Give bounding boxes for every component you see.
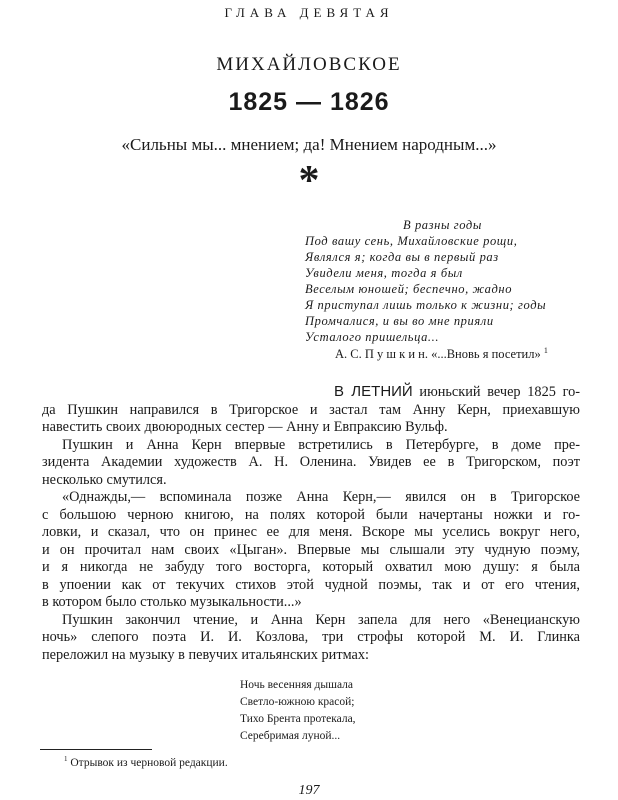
poem-line: Увидели меня, тогда я был (305, 266, 463, 280)
body-line-text: июньский вечер 1825 го- (412, 384, 580, 400)
attribution-text: А. С. П у ш к и н. «...Вновь я посетил» (335, 347, 541, 362)
footnote (64, 755, 228, 769)
song-line: Светло-южною красой; (240, 696, 355, 708)
body-line: и он прочитал нам своих «Цыган». Впервые мы слышали эту чудную поэму, (42, 541, 580, 558)
poem-line: Промчалися, и вы во мне прияли (305, 314, 494, 328)
chapter-label: ГЛАВА ДЕВЯТАЯ (224, 5, 394, 20)
page-number: 197 (298, 783, 320, 798)
body-line: несколько смутился. (42, 471, 167, 488)
song-line: Ночь весенняя дышала (240, 679, 354, 691)
body-line: и я никогда не забуду того восторга, который охватил мою душу: я была (42, 559, 580, 575)
footnote-reference: 1 (543, 346, 548, 355)
body-line: «Однажды,— вспоминала позже Анна Керн,— явился он в Тригорское (62, 489, 580, 505)
body-line: навестить своих двоюродных сестер — Анну и Евпраксию Вульф. (42, 419, 448, 435)
body-line: переложил на музыку в певучих итальянских ритмах: (42, 646, 369, 663)
song-line: Тихо Брента протекала, (240, 713, 356, 725)
poem-epigraph (305, 217, 546, 345)
body-text (42, 383, 580, 664)
body-line: ночь» слепого поэта И. И. Козлова, три строфы которой М. И. Глинка (42, 629, 580, 645)
footnote-mark: 1 (64, 755, 68, 763)
chapter-title: МИХАЙЛОВСКОЕ (216, 54, 402, 75)
body-line: зидента Академии художеств А. Н. Оленина. Увидев ее в Тригорском, поэт (42, 454, 580, 470)
poem-line: Являлся я; когда вы в первый раз (305, 250, 499, 264)
poem-line: В разны годы (403, 218, 482, 232)
body-line: в упоении как от текучих стихов этой чудной поэмы, так и от его чтения, (42, 576, 580, 593)
poem-attribution (335, 346, 548, 362)
poem-line: Усталого пришельца... (305, 330, 440, 344)
body-line: Пушкин закончил чтение, и Анна Керн запела для него «Венецианскую (62, 611, 580, 628)
body-line: с большою черною книгою, на полях которой были начертаны ножки и го- (42, 506, 580, 523)
footnote-divider (40, 749, 152, 750)
footnote-text: Отрывок из черновой редакции. (70, 756, 228, 769)
body-line: да Пушкин направился в Тригорское и застал там Анну Керн, приехавшую (42, 401, 580, 418)
asterisk-ornament: * (298, 158, 320, 204)
poem-line: Веселым юношей; беспечно, жадно (305, 282, 513, 296)
chapter-years: 1825 — 1826 (228, 88, 390, 116)
body-line (42, 383, 580, 402)
song-line: Серебримая луной... (240, 730, 341, 742)
body-line: Пушкин и Анна Керн впервые встретились в Петербурге, в доме пре- (62, 436, 580, 453)
body-line: в котором было столько музыкальности...» (42, 594, 302, 610)
poem-line: Под вашу сень, Михайловские рощи, (305, 234, 518, 248)
song-verse (240, 677, 356, 745)
poem-line: Я приступал лишь только к жизни; годы (305, 298, 547, 312)
epigraph: «Сильны мы... мнением; да! Мнением народным...» (121, 135, 497, 154)
drop-caps-lead: В ЛЕТНИЙ (334, 383, 413, 400)
body-line: ловки, и сказал, что он принес ее для меня. Вскоре мы уселись вокруг него, (42, 524, 580, 540)
